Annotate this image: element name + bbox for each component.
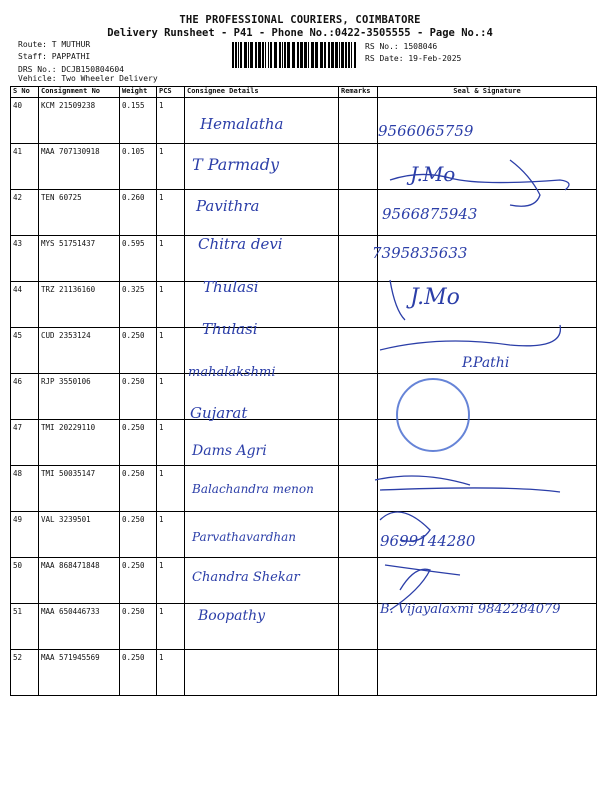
barcode-bar xyxy=(297,42,299,68)
cell-weight: 0.250 xyxy=(120,512,157,558)
cell-pcs: 1 xyxy=(157,558,185,604)
cell-consignment: TRZ 21136160 xyxy=(39,282,120,328)
barcode-bar xyxy=(282,42,283,68)
cell-consignment: MAA 707130918 xyxy=(39,144,120,190)
consignee-handwriting-47: Gujarat xyxy=(190,404,248,422)
col-signature-header: Seal & Signature xyxy=(378,87,597,98)
cell-weight: 0.250 xyxy=(120,420,157,466)
cell-pcs: 1 xyxy=(157,282,185,328)
consignee-handwriting-49: Balachandra menon xyxy=(192,482,314,496)
cell-consignment: MAA 571945569 xyxy=(39,650,120,696)
col-pcs-header: PCS xyxy=(157,87,185,98)
barcode-bar xyxy=(268,42,269,68)
cell-sno: 46 xyxy=(11,374,39,420)
cell-sno: 42 xyxy=(11,190,39,236)
cell-pcs: 1 xyxy=(157,236,185,282)
barcode-bar xyxy=(304,42,307,68)
barcode-bar xyxy=(238,42,239,68)
barcode-bar xyxy=(292,42,295,68)
cell-pcs: 1 xyxy=(157,144,185,190)
cell-pcs: 1 xyxy=(157,328,185,374)
signature-handwriting-42: 9566875943 xyxy=(382,205,478,223)
cell-sno: 51 xyxy=(11,604,39,650)
barcode-bar xyxy=(235,42,237,68)
cell-sno: 44 xyxy=(11,282,39,328)
runsheet-subtitle: Delivery Runsheet - P41 - Phone No.:0422-3505555 - Page No.:4 xyxy=(107,27,493,39)
cell-sno: 52 xyxy=(11,650,39,696)
cell-sno: 47 xyxy=(11,420,39,466)
barcode-bar xyxy=(348,42,350,68)
signature-handwriting-50: 9699144280 xyxy=(380,532,476,550)
consignee-handwriting-48: Dams Agri xyxy=(192,443,267,459)
col-remarks-header: Remarks xyxy=(339,87,378,98)
cell-consignee xyxy=(185,650,339,696)
cell-consignment: TMI 50035147 xyxy=(39,466,120,512)
cell-sno: 48 xyxy=(11,466,39,512)
barcode-bar xyxy=(244,42,247,68)
cell-weight: 0.155 xyxy=(120,98,157,144)
consignee-handwriting-46: mahalakshmi xyxy=(188,365,276,380)
cell-weight: 0.595 xyxy=(120,236,157,282)
cell-weight: 0.250 xyxy=(120,328,157,374)
barcode-bar xyxy=(274,42,277,68)
barcode-bar xyxy=(255,42,257,68)
cell-sno: 41 xyxy=(11,144,39,190)
cell-weight: 0.260 xyxy=(120,190,157,236)
cell-consignment: TEN 60725 xyxy=(39,190,120,236)
signature-handwriting-40: 9566065759 xyxy=(378,122,474,140)
cell-sno: 49 xyxy=(11,512,39,558)
cell-consignment: VAL 3239501 xyxy=(39,512,120,558)
consignee-handwriting-51: Chandra Shekar xyxy=(192,570,300,585)
barcode-bar xyxy=(258,42,261,68)
barcode-bar xyxy=(311,42,314,68)
cell-sno: 43 xyxy=(11,236,39,282)
barcode-bar xyxy=(232,42,234,68)
cell-sno: 45 xyxy=(11,328,39,374)
signature-handwriting-41: J.Mo xyxy=(410,162,456,186)
barcode-bar xyxy=(265,42,266,68)
consignee-handwriting-44: Thulasi xyxy=(203,278,259,296)
cell-pcs: 1 xyxy=(157,512,185,558)
barcode-bar xyxy=(335,42,338,68)
barcode-bar xyxy=(287,42,290,68)
col-consignment-header: Consignment No xyxy=(39,87,120,98)
barcode-bar xyxy=(331,42,334,68)
barcode-bar xyxy=(328,42,330,68)
barcode-bar xyxy=(279,42,281,68)
drs-number: DRS No.: DCJB150804604 xyxy=(18,65,124,74)
cell-consignment: MAA 650446733 xyxy=(39,604,120,650)
barcode-image xyxy=(232,42,360,68)
cell-weight: 0.250 xyxy=(120,374,157,420)
seal-stamp xyxy=(396,378,470,452)
cell-consignment: KCM 21509238 xyxy=(39,98,120,144)
barcode-bar xyxy=(324,42,326,68)
cell-pcs: 1 xyxy=(157,466,185,512)
barcode-bar xyxy=(248,42,249,68)
barcode-bar xyxy=(250,42,253,68)
cell-weight: 0.250 xyxy=(120,466,157,512)
cell-pcs: 1 xyxy=(157,420,185,466)
barcode-bar xyxy=(320,42,323,68)
signature-handwriting-43: 7395835633 xyxy=(372,244,468,262)
table-header-row xyxy=(11,87,597,98)
barcode-bar xyxy=(308,42,309,68)
barcode-bar xyxy=(341,42,344,68)
consignee-handwriting-43: Chitra devi xyxy=(198,235,283,253)
barcode-bar xyxy=(354,42,356,68)
consignee-handwriting-41: T Parmady xyxy=(192,155,279,174)
cell-consignment: RJP 3550106 xyxy=(39,374,120,420)
cell-pcs: 1 xyxy=(157,604,185,650)
col-weight-header: Weight xyxy=(120,87,157,98)
cell-weight: 0.105 xyxy=(120,144,157,190)
barcode-bar xyxy=(284,42,286,68)
cell-weight: 0.325 xyxy=(120,282,157,328)
cell-consignment: MYS 51751437 xyxy=(39,236,120,282)
barcode-bar xyxy=(262,42,264,68)
barcode-bar xyxy=(351,42,352,68)
cell-pcs: 1 xyxy=(157,190,185,236)
col-sno-header: S No xyxy=(11,87,39,98)
consignee-handwriting-50: Parvathavardhan xyxy=(192,530,297,544)
cell-weight: 0.250 xyxy=(120,558,157,604)
barcode-bar xyxy=(315,42,318,68)
barcode-bar xyxy=(339,42,340,68)
cell-consignment: MAA 868471848 xyxy=(39,558,120,604)
consignee-handwriting-42: Pavithra xyxy=(196,197,260,215)
col-consignee-header: Consignee Details xyxy=(185,87,339,98)
cell-pcs: 1 xyxy=(157,374,185,420)
cell-sno: 40 xyxy=(11,98,39,144)
signature-ink-strokes xyxy=(360,100,596,660)
rs-date: RS Date: 19-Feb-2025 xyxy=(365,54,462,63)
barcode-bar xyxy=(240,42,242,68)
barcode-bar xyxy=(345,42,347,68)
consignee-handwriting-52: Boopathy xyxy=(198,608,266,624)
signature-handwriting-52: B. Vijayalaxmi 9842284079 xyxy=(380,602,561,617)
signature-handwriting-44: J.Mo xyxy=(410,285,460,310)
cell-weight: 0.250 xyxy=(120,604,157,650)
cell-weight: 0.250 xyxy=(120,650,157,696)
cell-pcs: 1 xyxy=(157,98,185,144)
cell-sno: 50 xyxy=(11,558,39,604)
staff-label: Staff: PAPPATHI xyxy=(18,52,91,61)
cell-consignment: CUD 2353124 xyxy=(39,328,120,374)
cell-consignment: TMI 20229110 xyxy=(39,420,120,466)
cell-pcs: 1 xyxy=(157,650,185,696)
barcode-bar xyxy=(270,42,272,68)
signature-handwriting-46: P.Pathi xyxy=(462,355,510,371)
barcode-bar xyxy=(300,42,303,68)
consignee-handwriting-45: Thulasi xyxy=(202,320,258,338)
rs-number: RS No.: 1508046 xyxy=(365,42,438,51)
page-title: THE PROFESSIONAL COURIERS, COIMBATORE xyxy=(179,14,421,26)
route-label: Route: T MUTHUR xyxy=(18,40,91,49)
vehicle-label: Vehicle: Two Wheeler Delivery xyxy=(18,74,158,83)
consignee-handwriting-40: Hemalatha xyxy=(200,115,284,133)
